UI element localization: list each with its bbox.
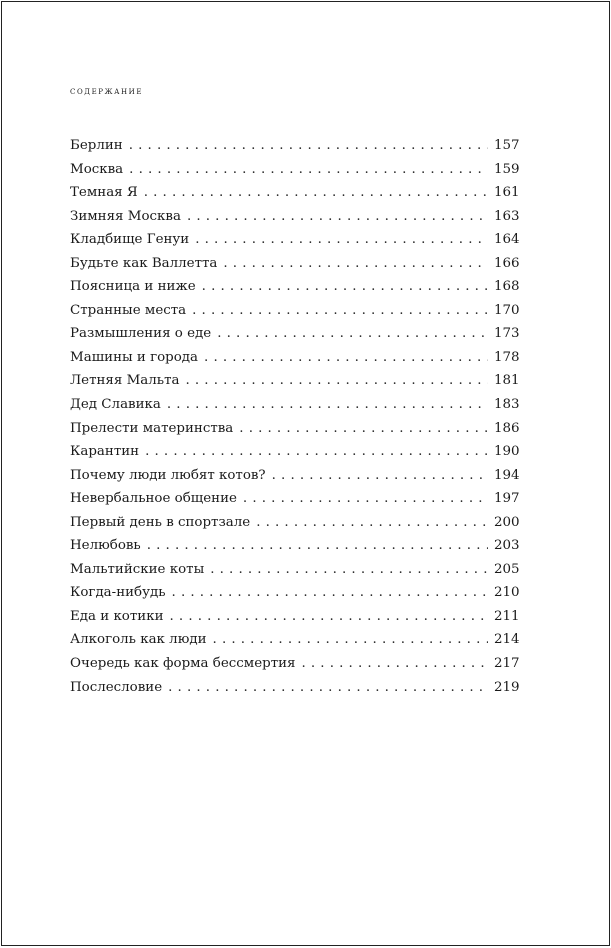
toc-entry[interactable] [70, 511, 518, 535]
toc-entry-title: Невербальное общение [70, 491, 237, 507]
toc-entry[interactable] [70, 393, 518, 417]
toc-entry[interactable] [70, 487, 518, 511]
dot-leader [210, 558, 488, 582]
dot-leader [168, 676, 488, 700]
dot-leader [301, 652, 488, 676]
toc-entry-title: Мальтийские коты [70, 561, 205, 577]
toc-entry-title: Почему люди любят котов? [70, 467, 266, 483]
toc-entry-title: Будьте как Валлетта [70, 255, 218, 271]
toc-entry[interactable] [70, 464, 518, 488]
toc-entry-title: Еда и котики [70, 608, 164, 624]
toc-entry-page: 163 [494, 208, 520, 224]
toc-entry-page: 211 [494, 608, 520, 624]
toc-entry-page: 205 [494, 561, 520, 577]
dot-leader [239, 417, 488, 441]
toc-entry[interactable] [70, 134, 518, 158]
toc-entry[interactable] [70, 252, 518, 276]
toc-entry-title: Алкоголь как люди [70, 632, 207, 648]
toc-entry-title: Машины и города [70, 349, 199, 365]
toc-entry[interactable] [70, 346, 518, 370]
toc-entry-title: Нелюбовь [70, 538, 141, 554]
toc-entry[interactable] [70, 605, 518, 629]
toc-entry-page: 214 [494, 632, 520, 648]
toc-entry[interactable] [70, 440, 518, 464]
toc-entry-page: 164 [494, 232, 520, 248]
dot-leader [170, 605, 489, 629]
toc-entry-page: 210 [494, 585, 520, 601]
toc-entry-page: 217 [494, 656, 520, 672]
dot-leader [243, 487, 488, 511]
toc-entry-page: 170 [494, 302, 520, 318]
dot-leader [217, 322, 488, 346]
toc-entry-title: Прелести материнства [70, 420, 234, 436]
toc-entry-page: 161 [494, 185, 520, 201]
dot-leader [256, 511, 488, 535]
toc-entry-title: Когда-нибудь [70, 585, 166, 601]
toc-entry[interactable] [70, 275, 518, 299]
toc-entry-title: Первый день в спортзале [70, 514, 251, 530]
toc-entry[interactable] [70, 652, 518, 676]
dot-leader [129, 134, 488, 158]
dot-leader [129, 158, 488, 182]
toc-entry-title: Поясница и ниже [70, 279, 196, 295]
toc-entry-page: 173 [494, 326, 520, 342]
toc-entry-title: Летняя Мальта [70, 373, 180, 389]
toc-entry-page: 203 [494, 538, 520, 554]
toc-entry[interactable] [70, 534, 518, 558]
table-of-contents [70, 134, 518, 699]
toc-entry[interactable] [70, 628, 518, 652]
dot-leader [172, 581, 488, 605]
toc-entry-page: 178 [494, 349, 520, 365]
toc-entry-title: Темная Я [70, 185, 138, 201]
toc-entry-title: Карантин [70, 444, 140, 460]
toc-entry-page: 194 [494, 467, 520, 483]
toc-entry-page: 183 [494, 397, 520, 413]
toc-entry-title: Очередь как форма бессмертия [70, 656, 296, 672]
toc-entry[interactable] [70, 228, 518, 252]
toc-entry-title: Послесловие [70, 679, 163, 695]
toc-entry-page: 159 [494, 161, 520, 177]
dot-leader [272, 464, 488, 488]
toc-entry[interactable] [70, 158, 518, 182]
dot-leader [145, 440, 488, 464]
toc-entry-title: Странные места [70, 302, 187, 318]
toc-entry[interactable] [70, 369, 518, 393]
contents-heading: содержание [70, 85, 144, 97]
toc-entry[interactable] [70, 581, 518, 605]
toc-entry-page: 181 [494, 373, 520, 389]
toc-entry-title: Москва [70, 161, 124, 177]
dot-leader [144, 181, 488, 205]
toc-entry[interactable] [70, 322, 518, 346]
toc-entry-page: 200 [494, 514, 520, 530]
dot-leader [147, 534, 488, 558]
dot-leader [202, 275, 488, 299]
dot-leader [195, 228, 488, 252]
toc-entry-page: 190 [494, 444, 520, 460]
toc-entry[interactable] [70, 417, 518, 441]
dot-leader [223, 252, 488, 276]
toc-entry[interactable] [70, 205, 518, 229]
toc-entry[interactable] [70, 181, 518, 205]
toc-entry[interactable] [70, 558, 518, 582]
toc-entry-title: Размышления о еде [70, 326, 212, 342]
toc-entry-page: 157 [494, 138, 520, 153]
toc-entry-title: Берлин [70, 138, 123, 153]
toc-entry-page: 166 [494, 255, 520, 271]
toc-entry-page: 168 [494, 279, 520, 295]
dot-leader [185, 369, 488, 393]
toc-entry-title: Кладбище Генуи [70, 232, 190, 248]
toc-entry-page: 219 [494, 679, 520, 695]
toc-entry[interactable] [70, 676, 518, 700]
toc-entry[interactable] [70, 299, 518, 323]
dot-leader [204, 346, 488, 370]
dot-leader [187, 205, 488, 229]
toc-entry-title: Зимняя Москва [70, 208, 181, 224]
dot-leader [192, 299, 488, 323]
dot-leader [167, 393, 488, 417]
toc-entry-title: Дед Славика [70, 397, 161, 413]
book-page [1, 1, 610, 946]
toc-entry-page: 186 [494, 420, 520, 436]
dot-leader [213, 628, 488, 652]
toc-entry-page: 197 [494, 491, 520, 507]
